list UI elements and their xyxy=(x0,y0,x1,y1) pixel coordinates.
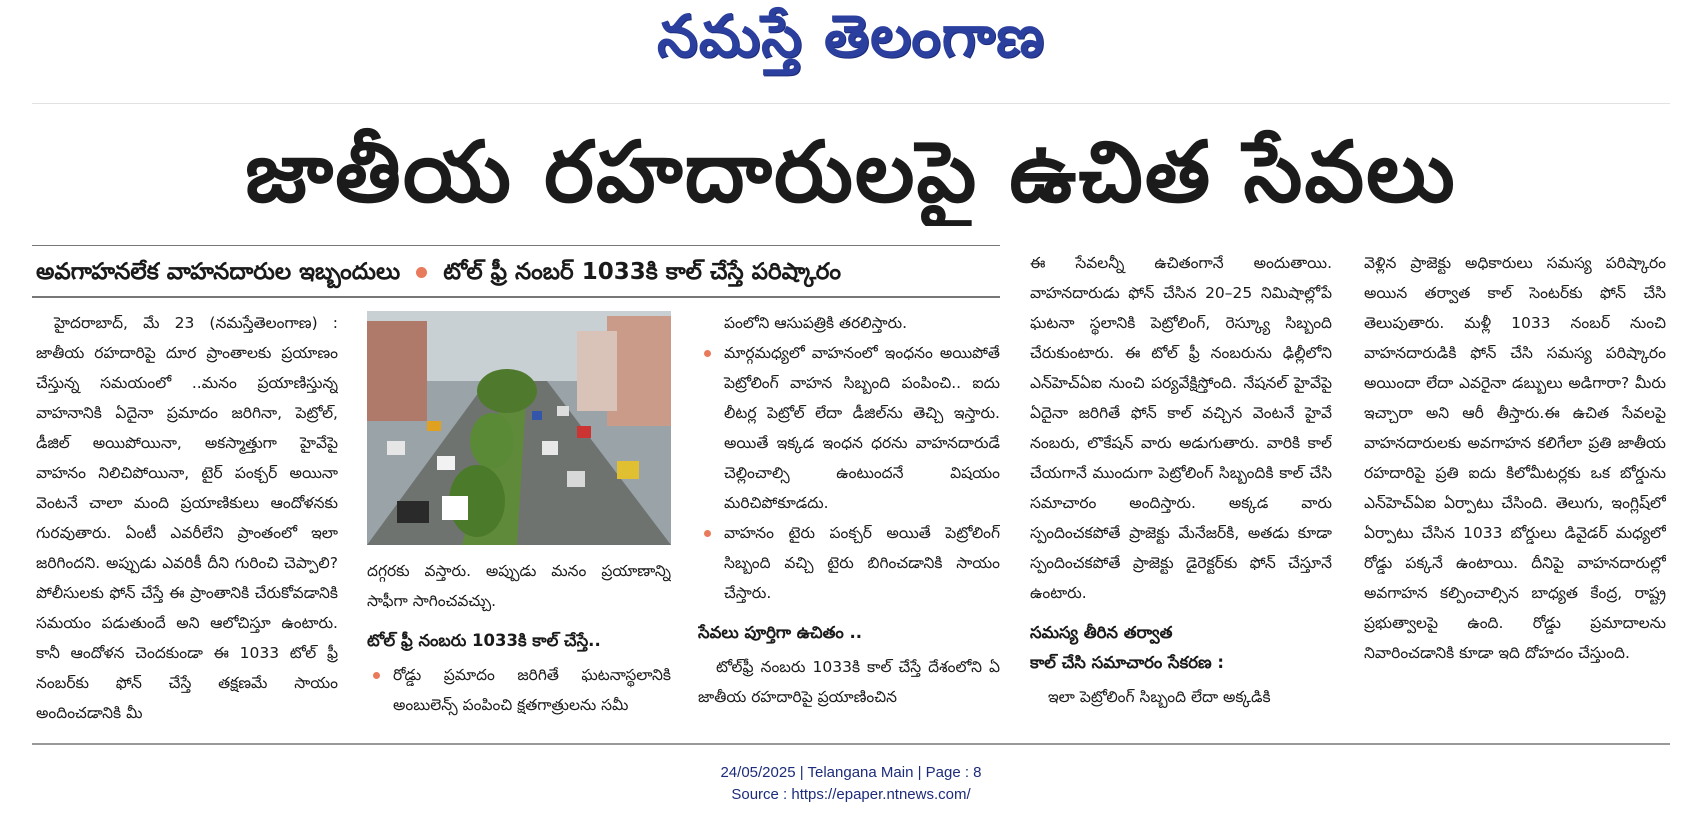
divider xyxy=(32,743,1670,745)
paragraph: టోల్‌ఫ్రీ నంబరు 1033కి కాల్ చేస్తే దేశంలోని ఏ జాతీయ రహదారిపై ప్రయాణించిన xyxy=(698,658,1000,706)
paragraph: వెళ్లిన ప్రాజెక్టు అధికారులు సమస్య పరిష్కారం అయిన తర్వాత కాల్ సెంటర్‌కు ఫోన్ చేసి తెలుపుతారు. మళ్లీ 1033 నంబర్ నుంచి వాహనదారుడికి ఫోన్ చేసి సమస్య పరిష్కారం అయిందా లేదా ఎవరైనా డబ్బులు అడిగారా? మీరు ఇచ్చారా అని ఆరీ తీస్తారు.ఈ ఉచిత సేవలపై వాహనదారులకు అవగాహన కలిగేలా ప్రతి జాతీయ రహదారిపై ప్రతి ఐదు కిలోమీటర్లకు ఒక బోర్డును ఎన్‌హెచ్‌ఏఐ ఏర్పాటు చేసింది. తెలుగు, ఇంగ్లిష్‌లో ఏర్పాటు చేసిన 1033 బోర్డులు డివైడర్ మధ్యలో రోడ్డు పక్కనే ఉంటాయి. దీనిపై వాహనదారుల్లో అవగాహన కల్పించాల్సిన బాధ్యత కేంద్ర, రాష్ట్ర ప్రభుత్వాలపై ఉంది. రోడ్డు ప్రమాదాలను నివారించడానికి కూడా ఇది దోహదం చేస్తుంది. xyxy=(1364,254,1666,662)
traffic-image xyxy=(367,311,671,545)
masthead-logo: నమస్తే తెలంగాణ xyxy=(657,2,1045,70)
section-heading: సేవలు పూర్తిగా ఉచితం .. xyxy=(698,623,863,642)
list-item: మార్గమధ్యలో వాహనంలో ఇంధనం అయిపోతే పెట్రోలింగ్ వాహన సిబ్బంది పంపించి.. ఐదు లీటర్ల పెట్రోల్ లేదా డీజిల్‌ను తెచ్చి ఇస్తారు. అయితే ఇక్కడ ఇంధన ధరను వాహనదారుడే చెల్లించాల్సి ఉంటుందనే విషయం మరిచిపోకూడదు. xyxy=(698,338,1000,518)
divider xyxy=(32,103,1670,104)
section-heading: టోల్ ఫ్రీ నంబరు 1033కి కాల్ చేస్తే.. xyxy=(367,631,601,650)
footer-date-page: 24/05/2025 | Telangana Main | Page : 8 xyxy=(720,764,982,781)
footer xyxy=(0,762,1702,806)
divider xyxy=(32,245,1000,246)
list-item: రోడ్డు ప్రమాదం జరిగితే ఘటనాస్థలానికి అంబులెన్స్ పంపించి క్షతగాత్రులను సమీ xyxy=(367,660,671,720)
paragraph: హైదరాబాద్, మే 23 (నమస్తేతెలంగాణ) : జాతీయ రహదారిపై దూర ప్రాంతాలకు ప్రయాణం చేస్తున్న సమయంలో ..మనం ప్రయాణిస్తున్న వాహనానికి ఏదైనా ప్రమాదం జరిగినా, పెట్రోల్, డీజిల్ అయిపోయినా, అకస్మాత్తుగా హైవేపై వాహనం నిలిచిపోయినా, టైర్ పంక్చర్ అయినా వెంటనే చాలా మంది ప్రయాణికులు ఆందోళనకు గురవుతారు. ఏంటీ ఎవరీలేని ప్రాంతంలో ఇలా జరిగిందని. అప్పుడు ఎవరికీ దీని గురించి చెప్పాలి? పోలీసులకు ఫోన్ చేస్తే ఈ ప్రాంతానికి చేరుకోవడానికి సమయం పడుతుందే అని ఆలోచిస్తూ ఉంటారు. కానీ ఆందోళన చెందకుండా ఈ 1033 టోల్ ఫ్రీ నంబర్‌కు ఫోన్ చేస్తే తక్షణమే సాయం అందించడానికి మీ xyxy=(36,314,338,722)
section-heading: కాల్ చేసి సమాచారం సేకరణ : xyxy=(1030,653,1224,672)
footer-source-link[interactable]: Source : https://epaper.ntnews.com/ xyxy=(731,786,971,803)
article-column-3 xyxy=(698,308,1000,728)
subhead-left: అవగాహనలేక వాహనదారుల ఇబ్బందులు xyxy=(36,259,401,285)
subheadline xyxy=(36,252,1000,292)
divider xyxy=(32,296,1000,298)
section-heading: సమస్య తీరిన తర్వాత xyxy=(1030,623,1173,642)
paragraph: ఈ సేవలన్నీ ఉచితంగానే అందుతాయి. వాహనదారుడు ఫోన్ చేసిన 20–25 నిమిషాల్లోపే ఘటనా స్థలానికి పెట్రోలింగ్, రెస్క్యూ సిబ్బంది చేరుకుంటారు. ఈ టోల్ ఫ్రీ నంబరును ఢిల్లీలోని ఎన్‌హెచ్‌ఏఐ నుంచి పర్యవేక్షిస్తోంది. నేషనల్ హైవేపై ఏదైనా జరిగితే ఫోన్ కాల్ వచ్చిన వెంటనే హైవే నంబరు, లొకేషన్ వారు అడుగుతారు. వారికి కాల్ చేయగానే ముందుగా పెట్రోలింగ్ సిబ్బందికి కాల్ చేసి సమాచారం అందిస్తారు. అక్కడ వారు స్పందించకపోతే ప్రాజెక్టు మేనేజర్‌కి, అతడు కూడా స్పందించకపోతే ప్రాజెక్టు డైరెక్టర్‌కు ఫోన్ చేస్తూనే ఉంటారు. xyxy=(1030,254,1332,602)
masthead xyxy=(0,0,1702,80)
bullet-icon xyxy=(416,267,427,278)
subhead-right: టోల్ ఫ్రీ నంబర్ 1033కి కాల్ చేస్తే పరిష్కారం xyxy=(443,259,842,285)
paragraph: పంలోని ఆసుపత్రికి తరలిస్తారు. xyxy=(724,314,908,332)
paragraph: దగ్గరకు వస్తారు. అప్పుడు మనం ప్రయాణాన్ని సాఫీగా సాగించవచ్చు. xyxy=(367,562,671,610)
list-item: వాహనం టైరు పంక్చర్ అయితే పెట్రోలింగ్ సిబ్బంది వచ్చి టైరు బిగించడానికి సాయం చేస్తారు. xyxy=(698,518,1000,608)
article-column-5 xyxy=(1364,248,1666,728)
article-column-2 xyxy=(367,556,671,728)
article-column-1 xyxy=(36,308,338,728)
street-photo xyxy=(367,311,671,545)
article-column-4 xyxy=(1030,248,1332,728)
paragraph: ఇలా పెట్రోలింగ్ సిబ్బంది లేదా అక్కడికి xyxy=(1048,688,1271,706)
headline: జాతీయ రహదారులపై ఉచిత సేవలు xyxy=(245,123,1457,221)
